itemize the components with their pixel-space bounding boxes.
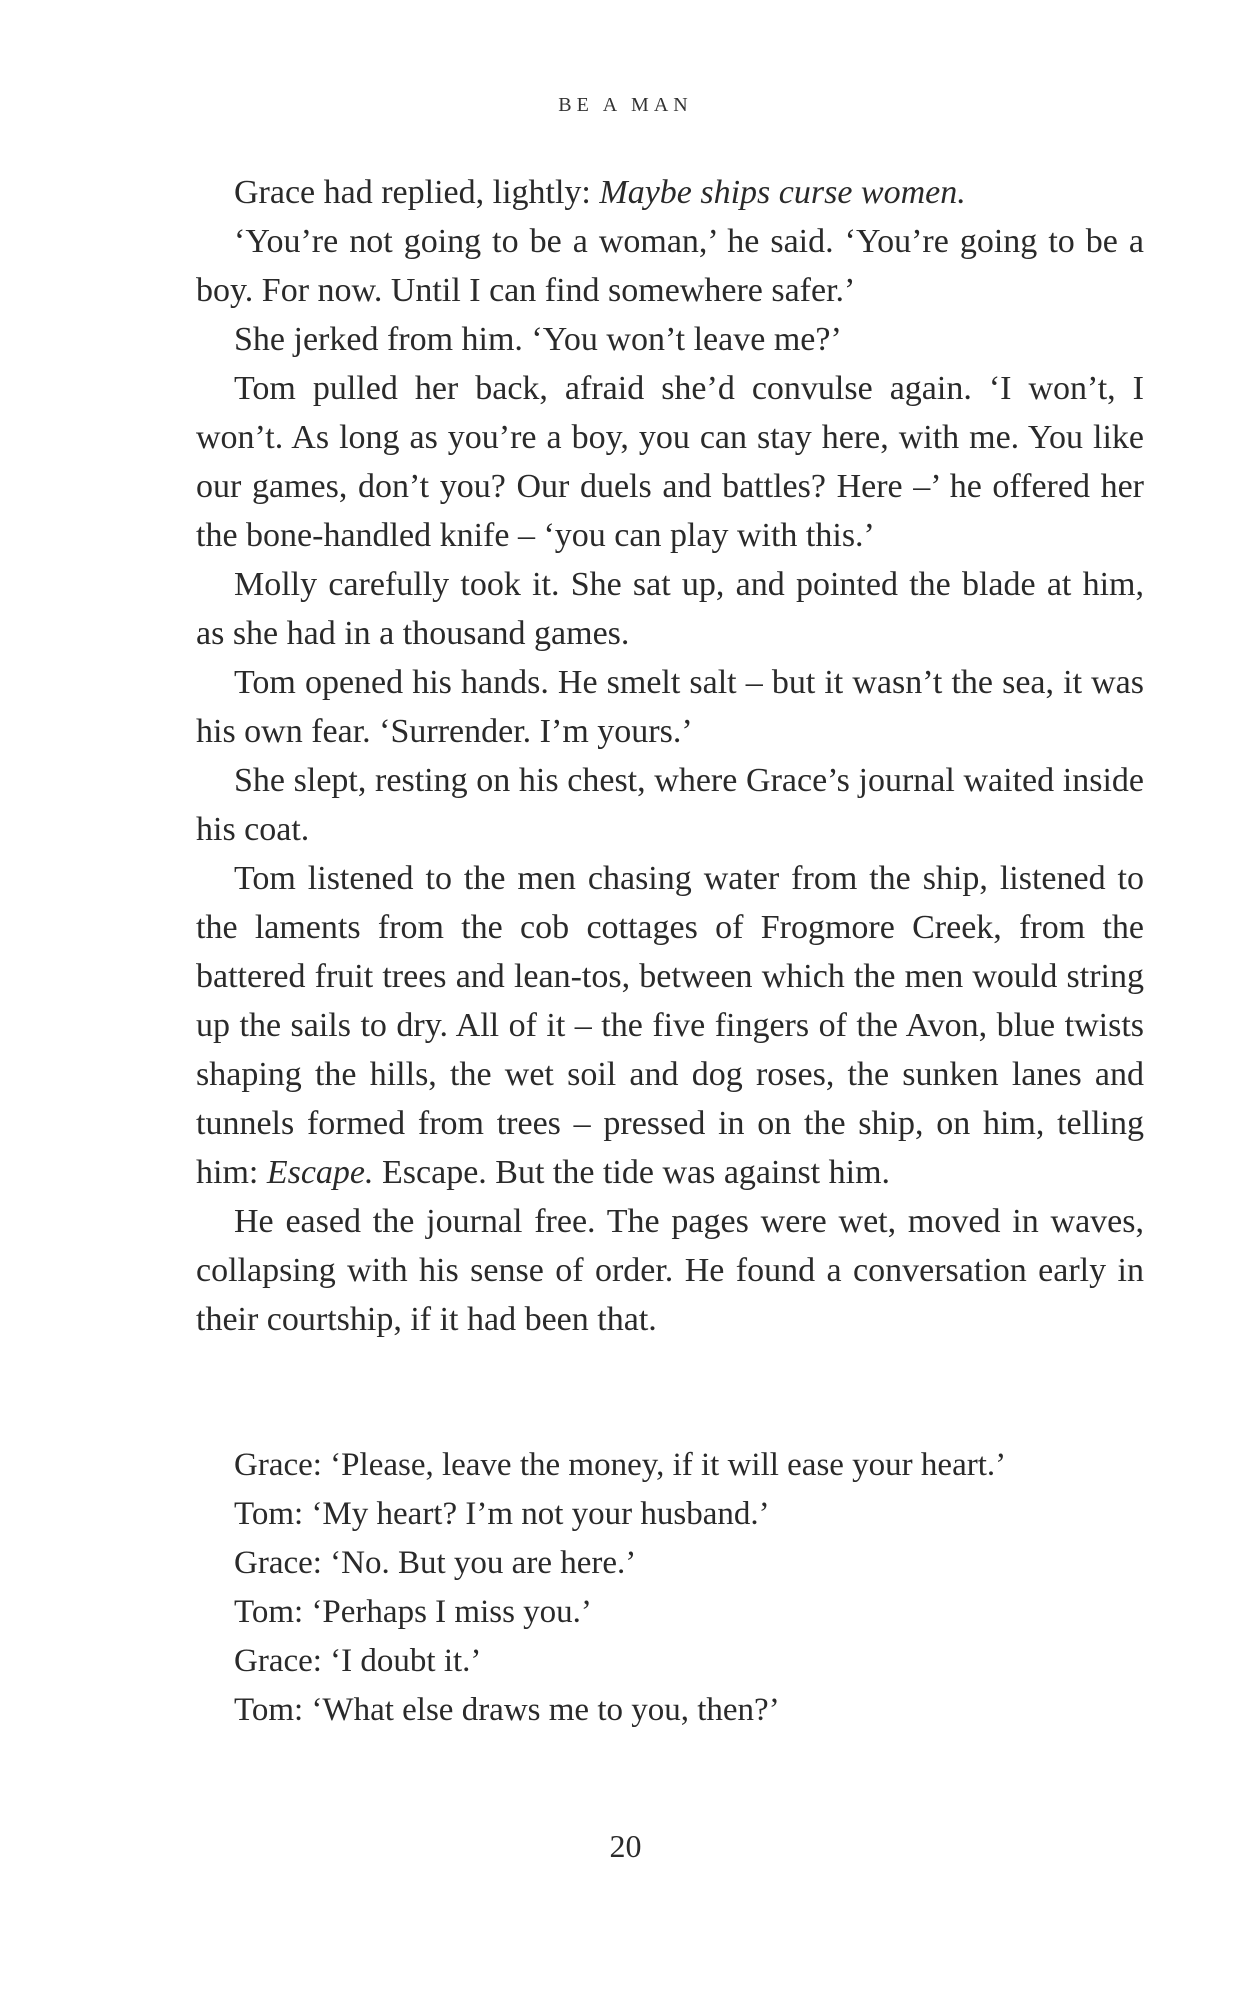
running-head: BE A MAN (558, 94, 693, 116)
dialogue-line: Tom: ‘My heart? I’m not your husband.’ (234, 1496, 770, 1532)
dialogue-block (196, 1441, 1144, 1735)
paragraph (196, 217, 1144, 315)
text-run: Tom listened to the men chasing water from the ship, listened to the laments from the cob cottages of Frogmore Creek, from the battered fruit trees and lean-tos, between which the men would string up the sails to dry. All of it – the five fingers of the Avon, blue twists shaping the hills, the wet soil and dog roses, the sunken lanes and tunnels formed from trees – pressed in on the ship, on him, telling him: (196, 860, 1144, 1191)
page-number: 20 (609, 1828, 642, 1864)
paragraph (196, 854, 1144, 1197)
paragraph (196, 756, 1144, 854)
paragraph (196, 168, 1144, 217)
paragraph (196, 658, 1144, 756)
paragraph (196, 560, 1144, 658)
text-run: Tom opened his hands. He smelt salt – but it wasn’t the sea, it was his own fear. ‘Surrender. I’m yours.’ (196, 664, 1144, 750)
paragraph (196, 315, 1144, 364)
text-run: Molly carefully took it. She sat up, and pointed the blade at him, as she had in a thousand games. (196, 566, 1144, 652)
dialogue-line: Grace: ‘Please, leave the money, if it will ease your heart.’ (234, 1447, 1007, 1483)
text-run: She slept, resting on his chest, where Grace’s journal waited inside his coat. (196, 762, 1144, 848)
paragraph (196, 364, 1144, 560)
italic-text: Maybe ships curse women. (599, 174, 966, 211)
dialogue-line: Grace: ‘I doubt it.’ (234, 1643, 482, 1679)
body-text (196, 168, 1144, 1344)
text-run: ‘You’re not going to be a woman,’ he said. ‘You’re going to be a boy. For now. Until I can find somewhere safer.’ (196, 223, 1144, 309)
dialogue-line: Grace: ‘No. But you are here.’ (234, 1545, 637, 1581)
text-run: He eased the journal free. The pages were wet, moved in waves, collapsing with his sense of order. He found a conversation early in their courtship, if it had been that. (196, 1203, 1144, 1338)
dialogue-line: Tom: ‘What else draws me to you, then?’ (234, 1692, 780, 1728)
text-run: Tom pulled her back, afraid she’d convulse again. ‘I won’t, I won’t. As long as you’re a boy, you can stay here, with me. You like our games, don’t you? Our duels and battles? Here –’ he offered her the bone-handled knife – ‘you can play with this.’ (196, 370, 1144, 554)
italic-text: Escape. (266, 1154, 374, 1191)
text-run: Escape. But the tide was against him. (373, 1154, 891, 1191)
dialogue-line: Tom: ‘Perhaps I miss you.’ (234, 1594, 592, 1630)
text-run: Grace had replied, lightly: (234, 174, 600, 211)
paragraph (196, 1197, 1144, 1344)
text-run: She jerked from him. ‘You won’t leave me?’ (234, 321, 842, 358)
